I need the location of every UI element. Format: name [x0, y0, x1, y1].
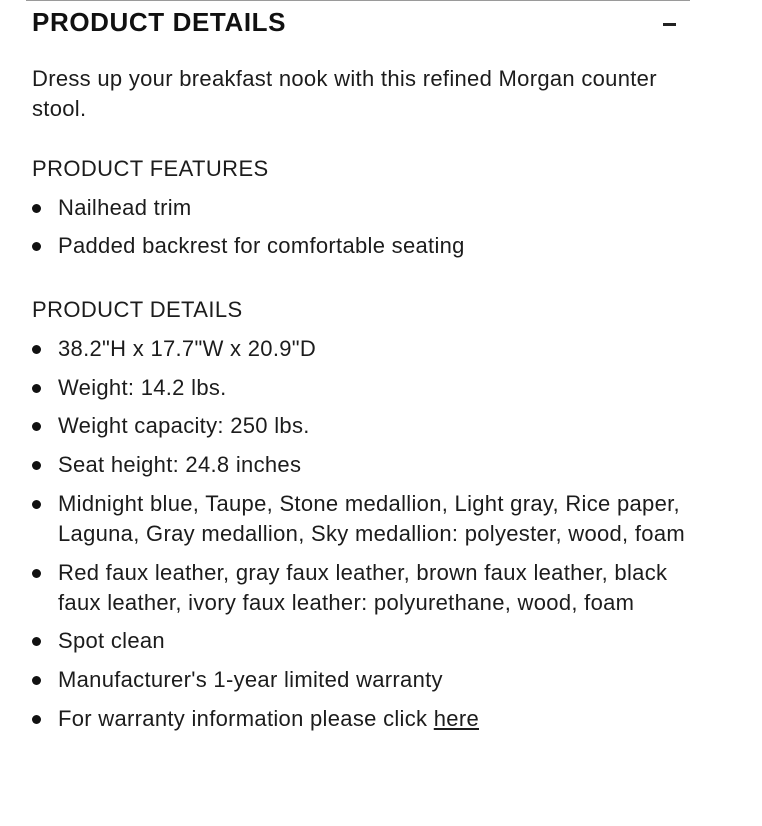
top-divider	[26, 0, 690, 1]
list-item: Nailhead trim	[32, 193, 712, 223]
list-item: Red faux leather, gray faux leather, brown faux leather, black faux leather, ivory faux leather: polyurethane, wood, foam	[32, 558, 712, 618]
warranty-list-item	[32, 704, 712, 734]
features-list	[32, 193, 712, 262]
product-details-accordion-header[interactable]	[32, 4, 684, 40]
list-item: Manufacturer's 1-year limited warranty	[32, 665, 712, 695]
list-item: Spot clean	[32, 626, 712, 656]
details-list	[32, 334, 712, 734]
details-heading: PRODUCT DETAILS	[32, 297, 243, 323]
list-item: Padded backrest for comfortable seating	[32, 231, 712, 261]
product-description: Dress up your breakfast nook with this refined Morgan counter stool.	[32, 66, 657, 121]
warranty-here-link[interactable]: here	[433, 705, 479, 731]
features-heading: PRODUCT FEATURES	[32, 156, 269, 181]
minus-icon[interactable]	[662, 17, 676, 31]
list-item: Weight capacity: 250 lbs.	[32, 411, 712, 441]
list-item: Seat height: 24.8 inches	[32, 450, 712, 480]
list-item: 38.2"H x 17.7"W x 20.9"D	[32, 334, 712, 364]
warranty-text: For warranty information please click	[58, 705, 428, 731]
product-details-panel	[32, 64, 712, 734]
accordion-title: PRODUCT DETAILS	[32, 7, 287, 37]
list-item: Midnight blue, Taupe, Stone medallion, Light gray, Rice paper, Laguna, Gray medallion, Sky medallion: polyester, wood, foam	[32, 489, 712, 549]
list-item: Weight: 14.2 lbs.	[32, 373, 712, 403]
